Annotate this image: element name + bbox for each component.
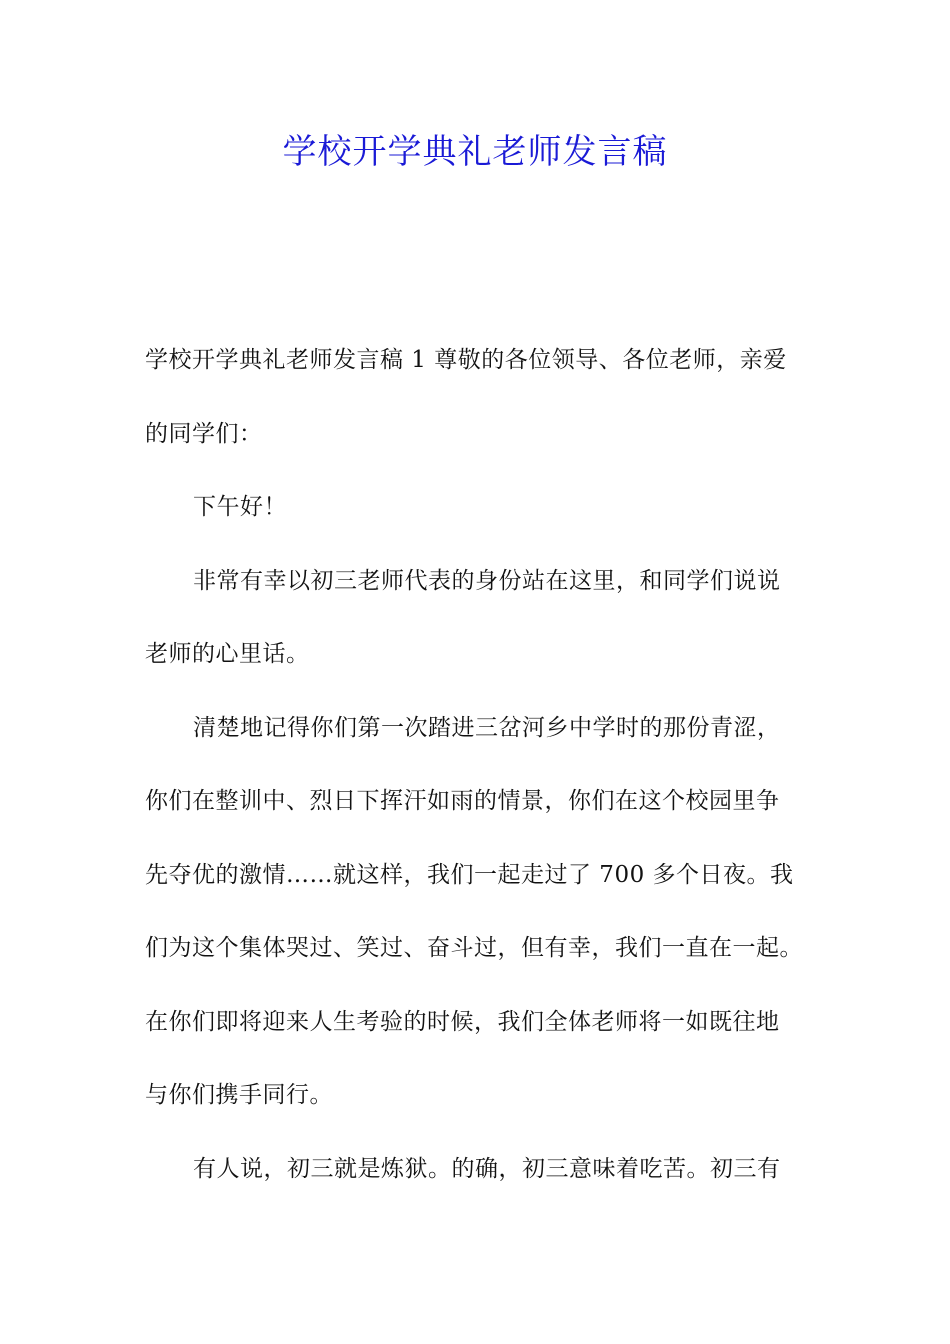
body-line-2: 的同学们： [145,420,263,447]
body-line-4: 非常有幸以初三老师代表的身份站在这里，和同学们说说 [193,567,781,594]
body-line-10: 在你们即将迎来人生考验的时候，我们全体老师将一如既往地 [145,1008,780,1035]
document-title: 学校开学典礼老师发言稿 [282,132,668,172]
body-line-9: 们为这个集体哭过、笑过、奋斗过，但有幸，我们一直在一起。 [145,935,803,961]
body-line-7: 你们在整训中、烈日下挥汗如雨的情景，你们在这个校园里争 [145,788,780,814]
document-body [145,336,825,1218]
body-line-5: 老师的心里话。 [145,641,310,667]
body-line-1: 学校开学典礼老师发言稿 1 尊敬的各位领导、各位老师，亲爱 [145,347,787,373]
body-line-12: 有人说，初三就是炼狱。的确，初三意味着吃苦。初三有 [193,1155,781,1182]
body-line-8: 先夺优的激情……就这样，我们一起走过了 700 多个日夜。我 [145,861,794,888]
body-line-3: 下午好！ [193,494,287,520]
body-line-11: 与你们携手同行。 [145,1082,333,1108]
body-line-6: 清楚地记得你们第一次踏进三岔河乡中学时的那份青涩， [193,714,781,741]
